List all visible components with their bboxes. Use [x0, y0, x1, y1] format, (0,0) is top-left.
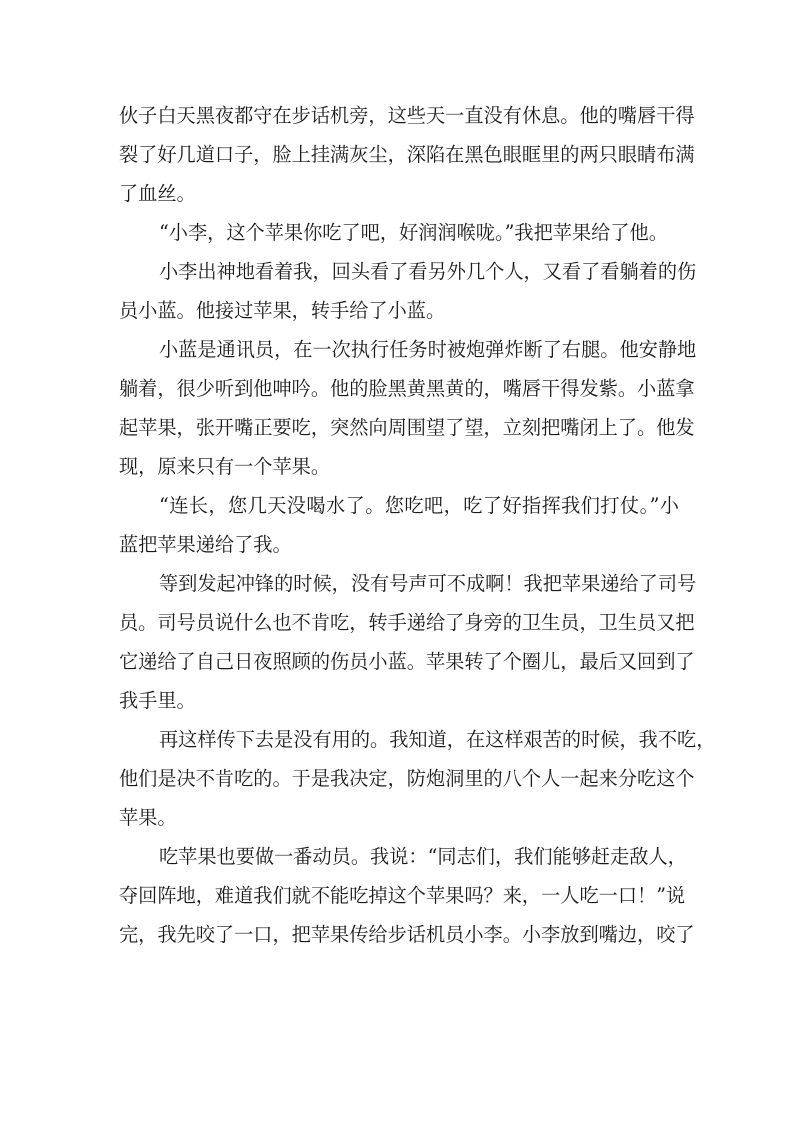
paragraph	[119, 96, 695, 213]
paragraph	[119, 837, 695, 954]
text-line: 完，我先咬了一口，把苹果传给步话机员小李。小李放到嘴边，咬了	[119, 923, 695, 946]
text-line: 他们是决不肯吃的。于是我决定，防炮洞里的八个人一起来分吃这个	[119, 767, 695, 790]
paragraph	[119, 330, 697, 486]
text-line: 苹果。	[119, 806, 177, 829]
paragraph	[119, 486, 679, 564]
text-line: 夺回阵地，难道我们就不能吃掉这个苹果吗？来，一人吃一口！”说	[119, 884, 686, 907]
text-line: “小李，这个苹果你吃了吧，好润润喉咙。”我把苹果给了他。	[159, 221, 668, 244]
text-line: 裂了好几道口子，脸上挂满灰尘，深陷在黑色眼眶里的两只眼睛布满	[119, 143, 695, 166]
text-line: 小李出神地看着我，回头看了看另外几个人，又看了看躺着的伤	[159, 260, 697, 283]
text-line: 小蓝是通讯员，在一次执行任务时被炮弹炸断了右腿。他安静地	[159, 338, 697, 361]
text-line: 等到发起冲锋的时候，没有号声可不成啊！我把苹果递给了司号	[159, 572, 697, 595]
text-line: 躺着，很少听到他呻吟。他的脸黑黄黑黄的，嘴唇干得发紫。小蓝拿	[119, 377, 695, 400]
text-line: 现，原来只有一个苹果。	[119, 455, 331, 478]
document-page	[119, 96, 716, 954]
text-line: “连长，您几天没喝水了。您吃吧，吃了好指挥我们打仗。”小	[159, 494, 679, 517]
text-line: 再这样传下去是没有用的。我知道，在这样艰苦的时候，我不吃，	[159, 728, 716, 751]
paragraph	[119, 720, 716, 837]
text-line: 员。司号员说什么也不肯吃，转手递给了身旁的卫生员，卫生员又把	[119, 611, 695, 634]
text-line: 它递给了自己日夜照顾的伤员小蓝。苹果转了个圈儿，最后又回到了	[119, 650, 695, 673]
text-line: 我手里。	[119, 689, 196, 712]
text-line: 起苹果，张开嘴正要吃，突然向周围望了望，立刻把嘴闭上了。他发	[119, 416, 695, 439]
paragraph	[119, 252, 697, 330]
paragraph	[119, 213, 679, 252]
text-line: 吃苹果也要做一番动员。我说：“同志们，我们能够赶走敌人，	[159, 845, 687, 868]
text-line: 伙子白天黑夜都守在步话机旁，这些天一直没有休息。他的嘴唇干得	[119, 104, 695, 127]
text-line: 员小蓝。他接过苹果，转手给了小蓝。	[119, 299, 446, 322]
paragraph	[119, 564, 697, 720]
text-line: 了血丝。	[119, 182, 196, 205]
text-line: 蓝把苹果递给了我。	[119, 533, 292, 556]
